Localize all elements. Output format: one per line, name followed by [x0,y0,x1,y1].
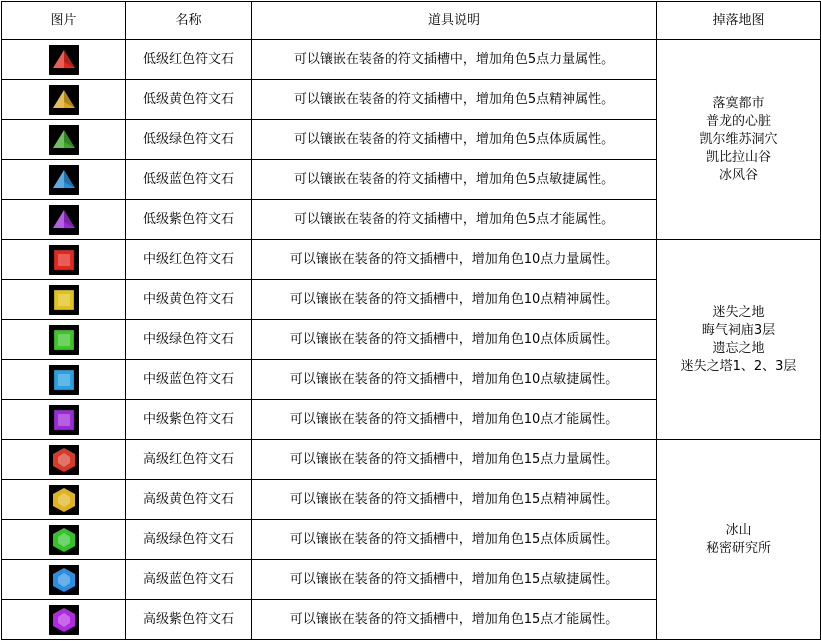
square-rune-gem-icon [49,405,79,435]
rune-description: 可以镶嵌在装备的符文插槽中，增加角色15点精神属性。 [252,480,657,520]
hexagon-rune-gem-icon [49,605,79,635]
rune-description: 可以镶嵌在装备的符文插槽中，增加角色10点力量属性。 [252,240,657,280]
gem-image-cell [2,200,126,240]
rune-description: 可以镶嵌在装备的符文插槽中，增加角色10点体质属性。 [252,320,657,360]
drop-map-name: 普龙的心脏 [705,113,771,129]
rune-name: 高级红色符文石 [126,440,252,480]
header-name: 名称 [126,2,252,40]
rune-stone-table [1,1,821,640]
rune-name: 低级紫色符文石 [126,200,252,240]
gem-image-cell [2,40,126,80]
gem-image-cell [2,320,126,360]
drop-map-cell [657,440,821,640]
table-body [2,40,821,640]
gem-image-cell [2,80,126,120]
gem-image-cell [2,360,126,400]
rune-name: 低级红色符文石 [126,40,252,80]
rune-description: 可以镶嵌在装备的符文插槽中，增加角色15点力量属性。 [252,440,657,480]
drop-map-name: 凯尔维苏洞穴 [699,131,778,147]
gem-image-cell [2,520,126,560]
rune-name: 高级绿色符文石 [126,520,252,560]
triangle-rune-gem-icon [49,45,79,75]
gem-image-cell [2,160,126,200]
triangle-rune-gem-icon [49,85,79,115]
rune-description: 可以镶嵌在装备的符文插槽中，增加角色10点精神属性。 [252,280,657,320]
rune-name: 中级黄色符文石 [126,280,252,320]
rune-name: 中级红色符文石 [126,240,252,280]
hexagon-rune-gem-icon [49,565,79,595]
triangle-rune-gem-icon [49,165,79,195]
triangle-rune-gem-icon [49,125,79,155]
rune-name: 高级紫色符文石 [126,600,252,640]
gem-image-cell [2,480,126,520]
rune-name: 中级蓝色符文石 [126,360,252,400]
gem-image-cell [2,240,126,280]
rune-description: 可以镶嵌在装备的符文插槽中，增加角色10点敏捷属性。 [252,360,657,400]
rune-description: 可以镶嵌在装备的符文插槽中，增加角色15点体质属性。 [252,520,657,560]
table-row [2,240,821,280]
hexagon-rune-gem-icon [49,485,79,515]
gem-image-cell [2,120,126,160]
rune-name: 中级绿色符文石 [126,320,252,360]
table-row [2,440,821,480]
rune-description: 可以镶嵌在装备的符文插槽中，增加角色15点才能属性。 [252,600,657,640]
header-row [2,2,821,40]
drop-map-name: 落寞都市 [712,95,765,111]
header-drop-map: 掉落地图 [657,2,821,40]
rune-description: 可以镶嵌在装备的符文插槽中，增加角色5点才能属性。 [252,200,657,240]
rune-description: 可以镶嵌在装备的符文插槽中，增加角色15点敏捷属性。 [252,560,657,600]
table-row [2,40,821,80]
gem-image-cell [2,400,126,440]
square-rune-gem-icon [49,365,79,395]
rune-description: 可以镶嵌在装备的符文插槽中，增加角色10点才能属性。 [252,400,657,440]
square-rune-gem-icon [49,245,79,275]
rune-name: 低级绿色符文石 [126,120,252,160]
rune-description: 可以镶嵌在装备的符文插槽中，增加角色5点力量属性。 [252,40,657,80]
hexagon-rune-gem-icon [49,525,79,555]
header-description: 道具说明 [252,2,657,40]
rune-name: 高级黄色符文石 [126,480,252,520]
gem-image-cell [2,600,126,640]
drop-map-cell [657,40,821,240]
rune-name: 低级蓝色符文石 [126,160,252,200]
rune-description: 可以镶嵌在装备的符文插槽中，增加角色5点体质属性。 [252,120,657,160]
drop-map-name: 迷失之塔1、2、3层 [680,358,797,374]
gem-image-cell [2,560,126,600]
hexagon-rune-gem-icon [49,445,79,475]
rune-description: 可以镶嵌在装备的符文插槽中，增加角色5点敏捷属性。 [252,160,657,200]
square-rune-gem-icon [49,325,79,355]
rune-name: 低级黄色符文石 [126,80,252,120]
square-rune-gem-icon [49,285,79,315]
rune-name: 高级蓝色符文石 [126,560,252,600]
drop-map-name: 遗忘之地 [712,340,765,356]
drop-map-name: 冰山 [725,522,752,538]
header-image: 图片 [2,2,126,40]
drop-map-name: 迷失之地 [712,304,765,320]
rune-description: 可以镶嵌在装备的符文插槽中，增加角色5点精神属性。 [252,80,657,120]
rune-name: 中级紫色符文石 [126,400,252,440]
drop-map-name: 晦气祠庙3层 [701,322,776,338]
triangle-rune-gem-icon [49,205,79,235]
drop-map-name: 凯比拉山谷 [705,149,771,165]
drop-map-name: 冰风谷 [718,167,758,183]
gem-image-cell [2,440,126,480]
gem-image-cell [2,280,126,320]
drop-map-name: 秘密研究所 [705,540,771,556]
drop-map-cell [657,240,821,440]
